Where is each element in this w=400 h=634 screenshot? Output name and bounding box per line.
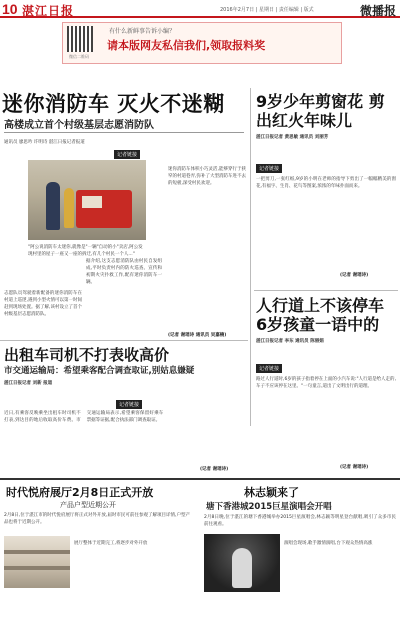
page-number: 10 <box>2 1 18 17</box>
bottom-left-body: 2月8日,位于湛江市的时代悦府展厅将正式对外开放,届时市民可前往参观了解项目详情,户型产品也将于近期公开。 <box>4 513 190 525</box>
section-divider <box>0 478 400 480</box>
divider <box>254 290 398 291</box>
story-right2-body: 路过人行道时,6岁的孩子指着停在上面的小汽车说:"人行道是给人走的,车子不应该停在这里。"一句童言,道出了文明出行的道理。 <box>256 377 396 389</box>
bottom-right-caption: 演唱会现场,歌手激情演唱,台下观众热情高涨 <box>284 541 373 546</box>
shelf-shape <box>4 550 70 554</box>
fire-truck-photo <box>28 160 146 240</box>
story2-body: 近日,有乘客反映乘坐出租车时司机不打表,到达目的地后收取高价车费。市交通运输局表示,希望乘客保留好乘车票据等证据,配合执法部门调查取证。 <box>4 411 164 423</box>
divider <box>4 132 244 133</box>
singer-shape <box>232 548 252 588</box>
story2-tag: 记者链接 <box>116 400 142 409</box>
reader-ad-banner[interactable] <box>62 22 342 64</box>
lead-body-col1: 志愿队员驾驶着新配备的迷你消防车在村道上巡逻,遇到小型火情可以第一时间赶到现场处置。据了解,该村设立了首个村级基层志愿消防队。 <box>4 291 82 317</box>
lead-body-col2: 据介绍,这支志愿消防队由村民自发组成,平时负责村内的防火巡查、宣传和初期火灾扑救工作,配有迷你消防车一辆。 <box>86 259 162 285</box>
story-right2-credit: (记者 谢瑶诗) <box>340 465 369 470</box>
story-right1-tag: 记者链接 <box>256 164 282 173</box>
divider <box>0 340 248 341</box>
qr-code-icon[interactable] <box>67 26 93 52</box>
story-right1-headline: 9岁少年剪窗花 剪出红火年味儿 <box>256 92 385 130</box>
lead-body-col3: 迷你消防车体积小巧灵活,能够穿行于狭窄的村道巷弄,弥补了大型消防车进不去的短板,深受村民欢迎。 <box>168 167 246 186</box>
masthead <box>0 0 400 18</box>
paper-name: 湛江日报 <box>22 4 75 18</box>
bottom-left-headline: 时代悦府展厅2月8日正式开放 <box>6 486 154 499</box>
story2-subheadline: 市交通运输局：希望乘客配合调查取证,别姑息嫌疑 <box>4 366 195 376</box>
qr-label: 微信二维码 <box>69 54 89 59</box>
story2-credit: (记者 谢瑶诗) <box>200 467 229 472</box>
story2-byline: 湛江日报记者 刘新 报道 <box>4 381 53 386</box>
story-right1-byline: 湛江日报记者 黄思敏 通讯员 刘丽芳 <box>256 135 329 140</box>
date-line: 2016年2月7日 | 星期日 | 责任编辑 | 版式 <box>220 7 314 13</box>
story-right2-byline: 湛江日报记者 李东 通讯员 陈丽娟 <box>256 339 324 344</box>
lead-tag: 记者链接 <box>114 150 140 159</box>
story-right2-headline: 人行道上不该停车 6岁孩童一语中的 <box>256 296 385 334</box>
story-right1-body: 一把剪刀,一张红纸,9岁的小明在老师的指导下剪出了一幅幅精美的窗花,有福字、生肖、花鸟等图案,浓浓的年味扑面而来。 <box>256 177 396 189</box>
lead-credit: (记者 谢瑶诗 通讯员 吴嘉楠) <box>168 333 227 338</box>
bottom-left-caption: 展厅整体于近期完工,将逐步对外开放 <box>74 541 148 546</box>
shelf-shape <box>4 566 70 570</box>
bottom-right-headline: 林志颖来了 <box>244 486 299 499</box>
ad-line-1: 有什么新鲜事告诉小编？ <box>109 28 176 35</box>
ad-line-2: 请本版网友私信我们,领取报料奖 <box>107 39 266 52</box>
story2-headline: 出租车司机不打表收高价 <box>4 346 170 364</box>
story-right1-credit: (记者 谢瑶诗) <box>340 273 369 278</box>
lead-photo-caption: "阿公说消防车太迷你,就像是"一辆"自动的小"卖店,阿公发现村里的屋子一座又一座的拆迁,有几个村民一个人..." <box>28 245 143 257</box>
bottom-right-subheadline: 塘下香港城2015巨星演唱会开唱 <box>206 502 332 512</box>
showroom-photo <box>4 536 70 588</box>
person-shape <box>46 182 60 230</box>
section-name: 微播报 <box>359 4 396 18</box>
concert-photo <box>204 534 280 592</box>
bottom-left-subheadline: 产品户型近期公开 <box>60 501 116 509</box>
lead-headline: 迷你消防车 灭火不迷糊 <box>2 92 225 116</box>
column-divider <box>250 88 251 426</box>
story-right2-tag: 记者链接 <box>256 364 282 373</box>
lead-byline: 通讯员 廖思吟 许明诗 湛江日报记者报道 <box>4 140 85 145</box>
person-shape <box>64 188 74 228</box>
lead-subheadline: 高楼成立首个村级基层志愿消防队 <box>4 120 154 131</box>
bottom-right-body: 2月8日晚,位于湛江的塘下香港城举办2015巨星演唱会,林志颖等明星登台献唱,吸引了众多市民前往观看。 <box>204 515 396 527</box>
fire-truck-shape <box>76 190 132 228</box>
